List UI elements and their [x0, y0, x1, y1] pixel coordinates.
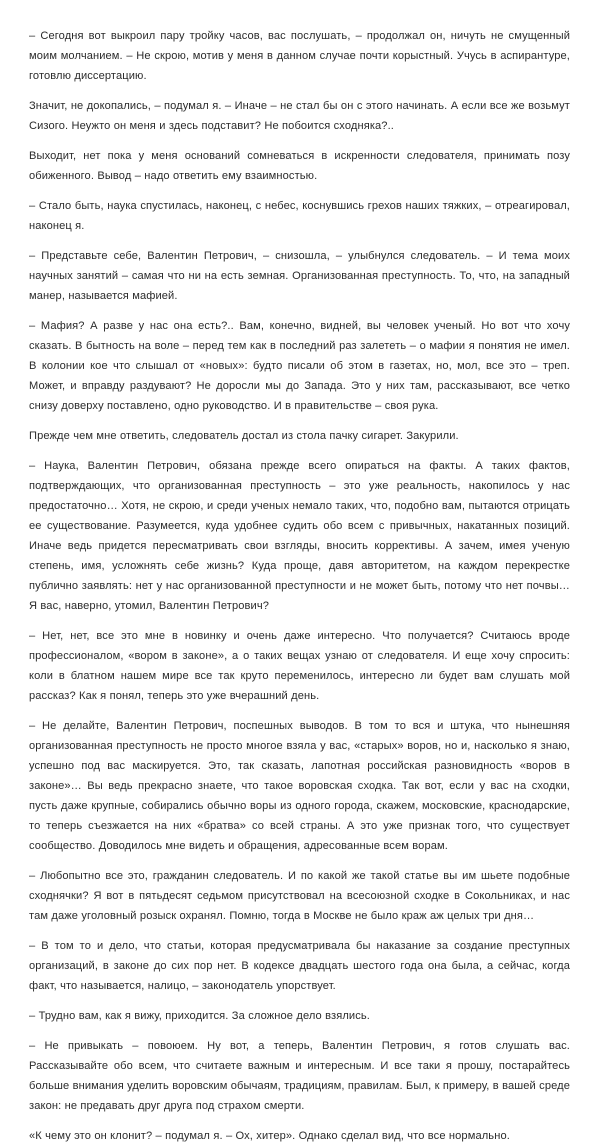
paragraph: – Нет, нет, все это мне в новинку и очень даже интересно. Что получается? Считаюсь вроде профессионалом, «вором в законе», а о таких вещах узнаю от следователя. И еще хочу спросить: коли в блатном нашем мире все так круто переменилось, интересно ли будет вам слушать мой рассказ? Как я понял, теперь это уже вчерашний день.	[29, 630, 570, 702]
paragraph: Выходит, нет пока у меня оснований сомневаться в искренности следователя, принимать позу обиженного. Вывод – надо ответить ему взаимностью.	[29, 150, 570, 182]
paragraph: – Наука, Валентин Петрович, обязана прежде всего опираться на факты. А таких фактов, подтверждающих, что организованная преступность – это уже реальность, накопилось у нас предостаточно… Хотя, не скрою, и среди ученых немало таких, что, подобно вам, пытаются отрицать ее существование. Разумеется, куда удобнее судить обо всем с привычных, накатанных позиций. Иначе ведь придется пересматривать свои взгляды, вносить коррективы. А зачем, имея ученую степень, имя, усложнять себе жизнь? Куда проще, давя авторитетом, на каждом перекрестке публично заявлять: нет у нас организованной преступности и не может быть, потому что нет почвы… Я вас, наверно, утомил, Валентин Петрович?	[29, 460, 570, 612]
paragraph: «К чему это он клонит? – подумал я. – Ох, хитер». Однако сделал вид, что все нормально.	[29, 1130, 510, 1142]
paragraph: – Мафия? А разве у нас она есть?.. Вам, конечно, видней, вы человек ученый. Но вот что хочу сказать. В бытность на воле – перед тем как в последний раз залететь – о мафии я понятия не имел. В колонии кое что слышал от «новых»: будто писали об этом в газетах, но, мол, все это – треп. Может, и вправду раздувают? Не доросли мы до Запада. Это у них там, рассказывают, все четко снизу доверху поставлено, одно руководство. И в правительстве – своя рука.	[29, 320, 570, 412]
paragraph: – Любопытно все это, гражданин следователь. И по какой же такой статье вы им шьете подобные сходнячки? Я вот в пятьдесят седьмом присутствовал на всесоюзной сходке в Сокольниках, и нас там даже уголовный розыск охранял. Помню, тогда в Москве не было краж аж целых три дня…	[29, 870, 570, 922]
paragraph: – В том то и дело, что статьи, которая предусматривала бы наказание за создание преступных организаций, в законе до сих пор нет. В кодексе двадцать шестого года она была, а сейчас, когда факт, что называется, налицо, – законодатель упорствует.	[29, 940, 570, 992]
paragraph: – Представьте себе, Валентин Петрович, – снизошла, – улыбнулся следователь. – И тема моих научных занятий – самая что ни на есть земная. Организованная преступность. То, что, на западный манер, называется мафией.	[29, 250, 570, 302]
paragraph: Значит, не докопались, – подумал я. – Иначе – не стал бы он с этого начинать. А если все же возьмут Сизого. Неужто он меня и здесь подставит? Не побоится сходняка?..	[29, 100, 570, 132]
document-body	[29, 26, 570, 1146]
paragraph: – Трудно вам, как я вижу, приходится. За сложное дело взялись.	[29, 1010, 370, 1022]
paragraph: – Сегодня вот выкроил пару тройку часов, вас послушать, – продолжал он, ничуть не смущенный моим молчанием. – Не скрою, мотив у меня в данном случае почти корыстный. Учусь в аспирантуре, готовлю диссертацию.	[29, 30, 570, 82]
paragraph: – Стало быть, наука спустилась, наконец, с небес, коснувшись грехов наших тяжких, – отреагировал, наконец я.	[29, 200, 570, 232]
paragraph: – Не привыкать – повоюем. Ну вот, а теперь, Валентин Петрович, я готов слушать вас. Рассказывайте обо всем, что считаете важным и интересным. И все таки я прошу, постарайтесь больше внимания уделить воровским обычаям, традициям, правилам. Был, к примеру, в вашей среде закон: не предавать друг друга под страхом смерти.	[29, 1040, 570, 1112]
paragraph: Прежде чем мне ответить, следователь достал из стола пачку сигарет. Закурили.	[29, 430, 459, 442]
paragraph: – Не делайте, Валентин Петрович, поспешных выводов. В том то вся и штука, что нынешняя организованная преступность не просто многое взяла у вас, «старых» воров, но и, насколько я знаю, успешно под вас маскируется. Это, так сказать, лапотная российская разновидность «воров в законе»… Вы ведь прекрасно знаете, что такое воровская сходка. Так вот, если у вас на сходки, пусть даже крупные, собирались обычно воры из одного города, скажем, московские, краснодарские, то теперь съезжается на них «братва» со всей страны. А это уже признак того, что существует сообщество. Доводилось мне видеть и обращения, адресованные всем ворам.	[29, 720, 570, 852]
